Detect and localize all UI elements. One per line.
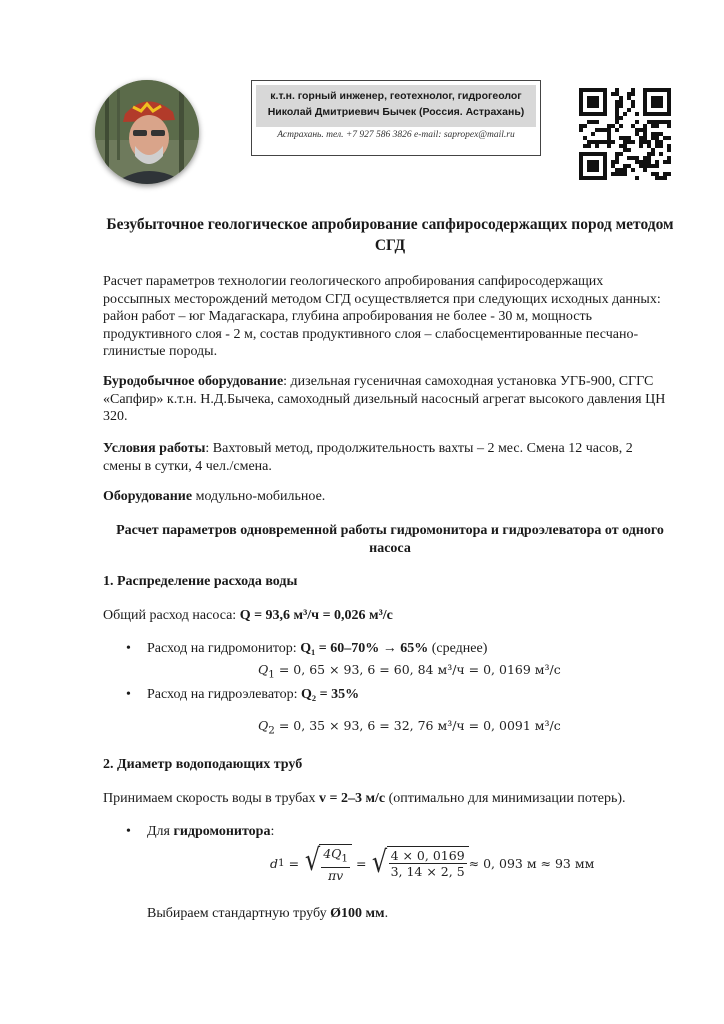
equipment-text: : дизельная гусеничная самоходная установка УГБ-900, СГГС «Сапфир» к.т.н. Н.Д.Бычека, самоходный дизельный насосный агрегат высокого давления ЦН 320.	[103, 374, 666, 424]
speed-line	[103, 790, 673, 808]
pipe-choice-line	[147, 906, 388, 922]
formula-q1-lhs: Q	[258, 662, 269, 677]
author-credentials: к.т.н. горный инженер, геотехнолог, гидрогеолог	[270, 90, 522, 102]
radical-sign: √	[304, 843, 321, 878]
fraction-numeric	[389, 848, 467, 879]
equals-sign: =	[352, 855, 371, 871]
formula-q1-rhs: = 0, 65 × 93, 6 = 60, 84 м³/ч = 0, 0169 м³/с	[274, 662, 561, 677]
frac-num-symbolic: 4Q	[323, 846, 342, 861]
bullet-dot: •	[126, 641, 131, 656]
formula-q1-sub: 1	[268, 668, 275, 681]
bullet-elevator-flow	[147, 687, 359, 703]
section1-heading: 1. Распределение расхода воды	[103, 574, 298, 589]
conditions-paragraph	[103, 440, 673, 475]
formula-d1-sub: 1	[278, 857, 285, 870]
diameter-prefix: Для	[147, 824, 174, 839]
calc-section-title: Расчет параметров одновременной работы гидромонитора и гидроэлеватора от одного насоса	[116, 523, 664, 556]
formula-q1	[258, 662, 561, 681]
conditions-label: Условия работы	[103, 441, 206, 456]
bullet-dot: •	[126, 824, 131, 839]
author-contact: Астрахань. тел. +7 927 586 3826 e-mail: sapropex@mail.ru	[277, 130, 515, 140]
equipment2-label: Оборудование	[103, 489, 193, 504]
formula-q2-rhs: = 0, 35 × 93, 6 = 32, 76 м³/ч = 0, 0091 м³/с	[274, 718, 561, 733]
frac-den-numeric: 3, 14 × 2, 5	[390, 864, 465, 880]
intro-paragraph: Расчет параметров технологии геологического апробирования сапфиросодержащих россыпных месторождений методом СГД осуществляется при следующих исходных данных: район работ – юг Мадагаскара, глубина апробирования не более - 30 м, мощность продуктивного слоя - 2 м, состав продуктивного слоя – слабосцементированные песчано-глинистые породы.	[103, 274, 661, 359]
elevator-flow-value: Q₂ = 35%	[301, 687, 360, 702]
monitor-flow-arrow: →	[379, 641, 401, 656]
formula-d1-result: ≈ 0, 093 м ≈ 93 мм	[468, 855, 595, 871]
fraction-symbolic	[321, 846, 350, 883]
speed-value: v = 2–3 м/с	[319, 791, 386, 806]
total-flow-prefix: Общий расход насоса:	[103, 608, 240, 623]
monitor-flow-value2: 65%	[400, 641, 429, 656]
monitor-flow-prefix: Расход на гидромонитор:	[147, 641, 301, 656]
equipment2-paragraph	[103, 488, 673, 506]
equals-sign: =	[284, 855, 304, 871]
total-flow-value: Q = 93,6 м³/ч = 0,026 м³/с	[239, 608, 393, 623]
sqrt-symbolic	[303, 844, 352, 883]
section2-heading: 2. Диаметр водоподающих труб	[103, 757, 303, 772]
frac-num-numeric: 4 × 0, 0169	[390, 848, 465, 864]
formula-d1-lhs: d	[270, 855, 279, 871]
diameter-target: гидромонитора	[173, 824, 271, 839]
total-flow-line	[103, 607, 673, 625]
monitor-flow-value: Q₁ = 60–70%	[300, 641, 380, 656]
speed-prefix: Принимаем скорость воды в трубах	[103, 791, 320, 806]
formula-q2-lhs: Q	[258, 718, 269, 733]
frac-num-sub: 1	[341, 852, 349, 865]
frac-den-symbolic: πv	[327, 867, 344, 883]
elevator-flow-prefix: Расход на гидроэлеватор:	[147, 687, 302, 702]
sqrt-numeric	[370, 846, 468, 880]
document-title: Безубыточное геологическое апробирование сапфиросодержащих пород методом СГД	[106, 216, 674, 254]
monitor-flow-suffix: (среднее)	[428, 641, 488, 656]
formula-q2	[258, 718, 561, 737]
formula-d1	[270, 844, 594, 883]
speed-suffix: (оптимально для минимизации потерь).	[385, 791, 626, 806]
bullet-monitor-diameter	[147, 824, 274, 840]
bullet-monitor-flow	[147, 641, 487, 657]
qr-code	[579, 88, 671, 180]
bullet-dot: •	[126, 687, 131, 702]
author-name: Николай Дмитриевич Бычек (Россия. Астрахань)	[267, 106, 525, 118]
equipment-label: Буродобычное оборудование	[103, 374, 284, 389]
pipe-choice-value: Ø100 мм	[330, 906, 385, 921]
equipment-paragraph	[103, 373, 673, 426]
author-card	[251, 80, 541, 156]
conditions-text: : Вахтовый метод, продолжительность вахты – 2 мес. Смена 12 часов, 2 смены в сутки, 4 чел./смена.	[103, 441, 633, 474]
radical-sign: √	[372, 845, 388, 881]
author-photo	[95, 80, 199, 184]
pipe-choice-prefix: Выбираем стандартную трубу	[147, 906, 331, 921]
equipment2-text: модульно-мобильное.	[192, 489, 326, 504]
pipe-choice-suffix: .	[384, 906, 389, 921]
formula-q2-sub: 2	[268, 724, 275, 737]
author-card-banner	[256, 85, 536, 127]
diameter-suffix: :	[270, 824, 275, 839]
